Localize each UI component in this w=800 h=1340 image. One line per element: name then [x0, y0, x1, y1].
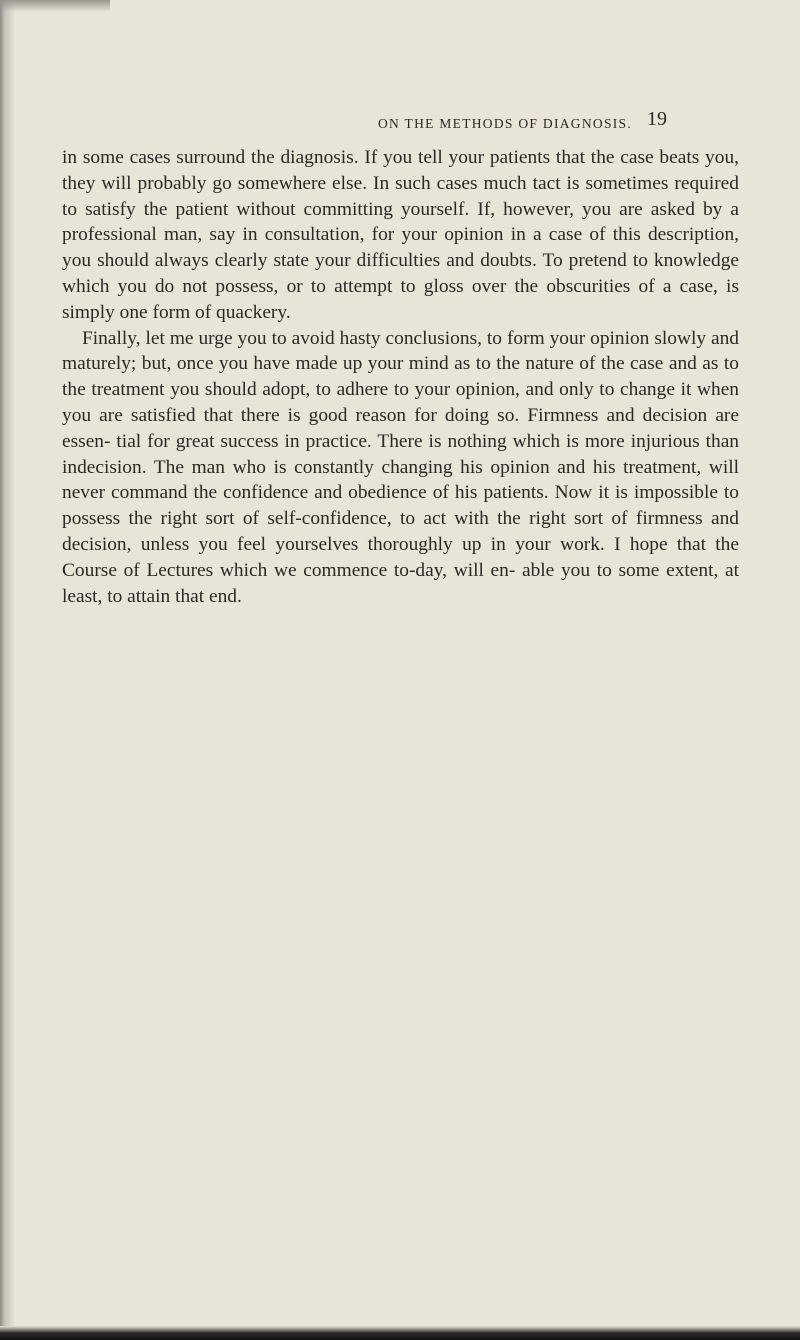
- running-head: ON THE METHODS OF DIAGNOSIS.: [378, 116, 633, 131]
- page-number: 19: [647, 108, 667, 130]
- body-text: [62, 145, 739, 609]
- paragraph-continued: in some cases surround the diagnosis. If you tell your patients that the case beats you, they will probably go somewhere else. In such cases much tact is sometimes required to satisfy the patient without committing yourself. If, however, you are asked by a professional man, say in consultation, for your opinion in a case of this description, you should always clearly state your difficulties and doubts. To pretend to knowledge which you do not possess, or to attempt to gloss over the obscurities of a case, is simply one form of quackery.: [62, 147, 739, 323]
- page-spine-shadow: [0, 0, 14, 1340]
- page-corner-shadow: [0, 0, 110, 12]
- page-header: [0, 108, 800, 136]
- paragraph-finally: Finally, let me urge you to avoid hasty conclusions, to form your opinion slowly and maturely; but, once you have made up your mind as to the nature of the case and as to the treatment you should adopt, to adhere to your opinion, and only to change it when you are satisfied that there is good reason for doing so. Firmness and decision are essen- tial for great success in practice. There is nothing which is more injurious than indecision. The man who is constantly changing his opinion and his treatment, will never command the confidence and obedience of his patients. Now it is impossible to possess the right sort of self-confidence, to act with the right sort of firmness and decision, unless you feel yourselves thoroughly up in your work. I hope that the Course of Lectures which we commence to-day, will en- able you to some extent, at least, to attain that end.: [62, 327, 739, 607]
- page-bottom-edge: [0, 1326, 800, 1340]
